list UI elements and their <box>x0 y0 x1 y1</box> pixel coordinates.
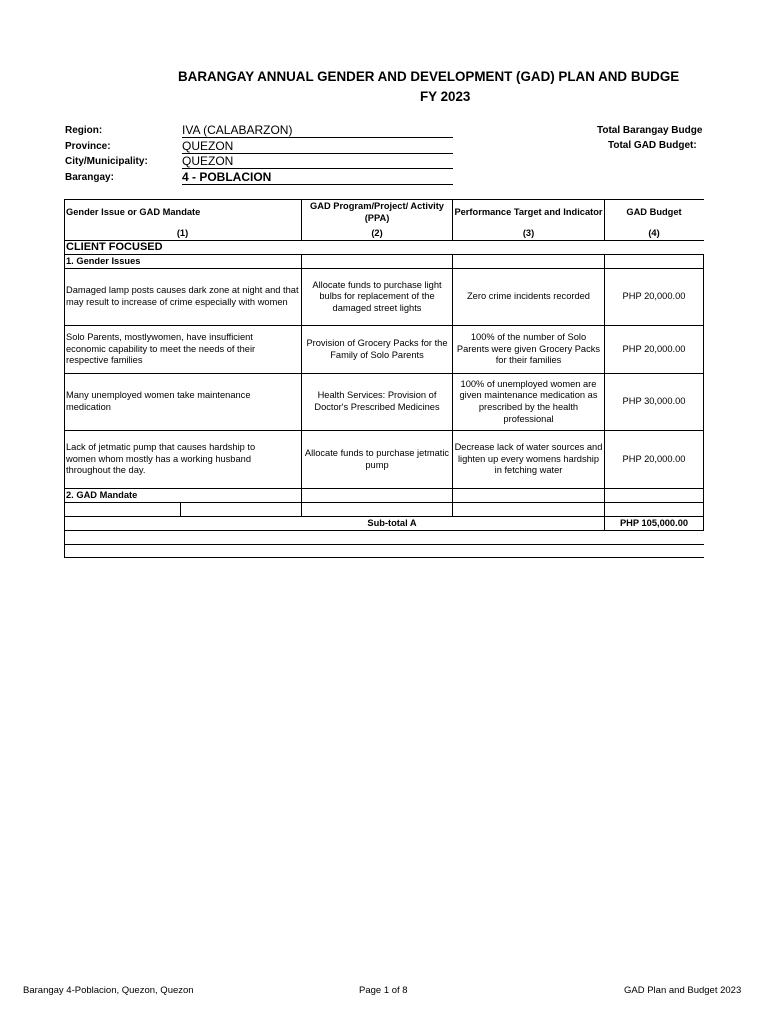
row-3-budget: PHP 30,000.00 <box>622 396 686 407</box>
row-4-target: Decrease lack of water sources and lighten up every womens hardship in fetching water <box>454 442 603 476</box>
total-gad-budget-label: Total GAD Budget: <box>608 140 697 151</box>
row-2-budget: PHP 20,000.00 <box>622 343 686 354</box>
header-gad-budget: GAD Budget <box>626 207 682 218</box>
region-label: Region: <box>65 125 103 136</box>
row-1-budget: PHP 20,000.00 <box>622 291 686 302</box>
header-ppa: GAD Program/Project/ Activity (PPA) <box>310 201 444 223</box>
row-4-ppa: Allocate funds to purchase jetmatic pump <box>304 447 450 470</box>
gad-plan-table <box>64 199 704 558</box>
header-num-3: (3) <box>522 227 535 238</box>
province-value: QUEZON <box>182 139 453 154</box>
total-budget-label: Total Barangay Budge <box>597 125 703 136</box>
barangay-value: 4 - POBLACION <box>182 170 453 185</box>
row-2-ppa: Provision of Grocery Packs for the Family of Solo Parents <box>306 337 448 360</box>
header-num-4: (4) <box>648 227 660 238</box>
header-gender-issue: Gender Issue or GAD Mandate <box>66 207 201 218</box>
row-3-issue: Many unemployed women take maintenance medication <box>66 390 251 412</box>
city-label: City/Municipality: <box>65 156 148 167</box>
footer-page-number: Page 1 of 8 <box>359 985 408 996</box>
document-title: BARANGAY ANNUAL GENDER AND DEVELOPMENT (GAD) PLAN AND BUDGE <box>178 69 680 84</box>
row-2-issue: Solo Parents, mostlywomen, have insufficient economic capability to meet the needs of their respective families <box>66 332 256 366</box>
region-value: IVA (CALABARZON) <box>182 123 453 138</box>
subsection-gender-issues: 1. Gender Issues <box>66 255 141 266</box>
city-value: QUEZON <box>182 154 453 169</box>
header-num-2: (2) <box>371 227 383 238</box>
row-4-issue: Lack of jetmatic pump that causes hardship to women whom mostly has a working husband throughout the day. <box>66 442 256 476</box>
row-1-ppa: Allocate funds to purchase light bulbs for replacement of the damaged street lights <box>312 279 442 313</box>
row-3-ppa: Health Services: Provision of Doctor's Prescribed Medicines <box>314 390 440 412</box>
footer-right: GAD Plan and Budget 2023 <box>624 985 742 996</box>
section-client-focused: CLIENT FOCUSED <box>66 240 163 253</box>
row-2-target: 100% of the number of Solo Parents were given Grocery Packs for their families <box>456 332 601 366</box>
row-1-target: Zero crime incidents recorded <box>467 291 590 302</box>
header-num-1: (1) <box>176 227 189 238</box>
subtotal-value: PHP 105,000.00 <box>619 517 689 528</box>
barangay-label: Barangay: <box>65 172 114 183</box>
subsection-gad-mandate: 2. GAD Mandate <box>66 489 138 500</box>
footer-left: Barangay 4-Poblacion, Quezon, Quezon <box>23 985 194 996</box>
subtotal-label: Sub-total A <box>367 517 417 528</box>
row-1-issue: Damaged lamp posts causes dark zone at night and that may result to increase of crime especially with women <box>66 285 299 307</box>
province-label: Province: <box>65 141 111 152</box>
document-subtitle: FY 2023 <box>420 89 471 104</box>
row-3-target: 100% of unemployed women are given maintenance medication as prescribed by the health professional <box>459 378 598 424</box>
header-performance-target: Performance Target and Indicator <box>454 207 603 218</box>
row-4-budget: PHP 20,000.00 <box>622 453 686 464</box>
